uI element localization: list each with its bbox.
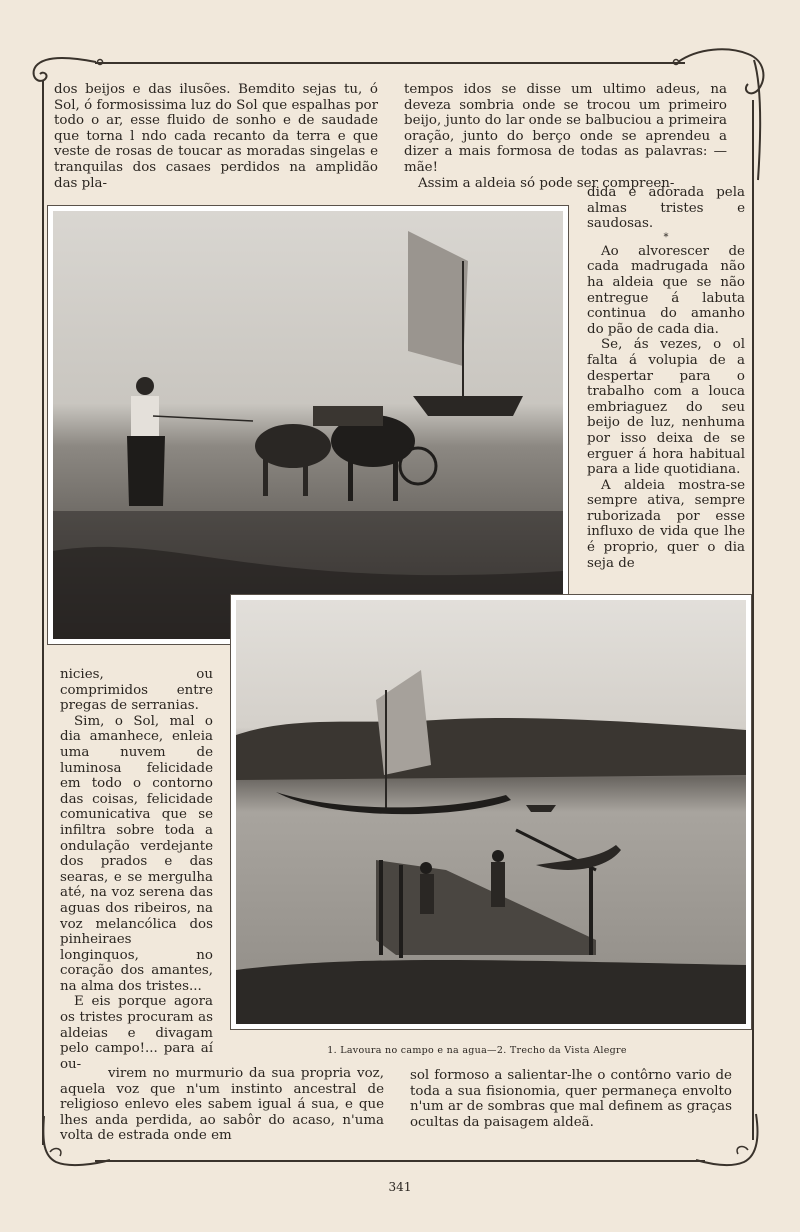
paragraph: Assim a aldeia só pode ser compreen- bbox=[418, 175, 675, 191]
photo-boats-pier-image bbox=[236, 600, 746, 1024]
paragraph: virem no murmurio da sua propria voz, aquela voz que n'um instinto ancestral de religioso enlevo eles sabem igual á sua, e que lhes anda perdida, ao sabôr do acaso, n'uma volta de estrada onde em bbox=[60, 1066, 384, 1144]
frame-left-rule bbox=[42, 80, 44, 1145]
paragraph: dos beijos e das ilusões. Bemdito sejas tu, ó Sol, ó formosissima luz do Sol que espalhas por todo o ar, esse fluido de sonho e de saudade que torna l ndo cada recanto da terra e que veste de rosas de toucar as moradas singelas e tranquilas dos casaes perdidos na amplidão das pla- bbox=[54, 82, 378, 191]
frame-right-rule bbox=[752, 100, 754, 1140]
paragraph: tempos idos se disse um ultimo adeus, na deveza sombria onde se trocou um primeiro beijo, junto do lar onde se balbuciou a primeira oração, junto do berço onde se aprendeu a dizer a mais formosa de todas as palavras: — mãe! bbox=[404, 82, 727, 175]
paragraph: Se, ás vezes, o ol falta á volupia de a despertar para o trabalho com a louca embriaguez do seu beijo de luz, nenhuma por isso deixa de se erguer á hora habitual para a lide quotidiana. bbox=[587, 337, 745, 478]
paragraph: nicies, ou comprimidos entre pregas de serranias. bbox=[60, 667, 213, 714]
text-column-narrow-right bbox=[587, 185, 745, 571]
page-number: 341 bbox=[388, 1180, 412, 1194]
paragraph: Ao alvorescer de cada madrugada não ha aldeia que se não entregue á labuta continua do amanho do pão de cada dia. bbox=[587, 243, 745, 337]
paragraph: sol formoso a salientar-lhe o contôrno vario de toda a sua fisionomia, quer permaneça envolto n'um ar de sombras que mal definem as graças ocultas da paisagem aldeã. bbox=[410, 1068, 732, 1130]
text-column-narrow-left bbox=[60, 667, 213, 1072]
paragraph: dida e adorada pela almas tristes e saudosas. bbox=[587, 185, 745, 232]
photo-caption: 1. Lavoura no campo e na agua—2. Trecho da Vista Alegre bbox=[327, 1045, 627, 1056]
section-separator: * bbox=[663, 231, 669, 243]
text-column-bottom-left bbox=[60, 1066, 384, 1144]
frame-bottom-rule bbox=[95, 1160, 705, 1162]
photo-oxen-cart-image bbox=[53, 211, 563, 639]
text-column-top-left bbox=[54, 82, 378, 191]
frame-top-rule bbox=[95, 62, 685, 64]
paragraph: Sim, o Sol, mal o dia amanhece, enleia uma nuvem de luminosa felicidade em todo o contorno das coisas, felicidade comunicativa que se infiltra sobre toda a ondulação verdejante dos prados e das searas, e se mergulha até, na voz serena das aguas dos ribeiros, na voz melancólica dos pinheiraes longinquos, no coração dos amantes, na alma dos tristes... bbox=[60, 713, 213, 994]
photo-2 bbox=[230, 594, 752, 1030]
photo-1 bbox=[47, 205, 569, 645]
paragraph: A aldeia mostra-se sempre ativa, sempre ruborizada por esse influxo de vida que lhe é proprio, quer o dia seja de bbox=[587, 477, 745, 571]
text-column-bottom-right bbox=[410, 1068, 732, 1130]
text-column-top-right bbox=[404, 82, 727, 191]
paragraph: E eis porque agora os tristes procuram as aldeias e divagam pelo campo!... para aí ou- bbox=[60, 994, 213, 1072]
